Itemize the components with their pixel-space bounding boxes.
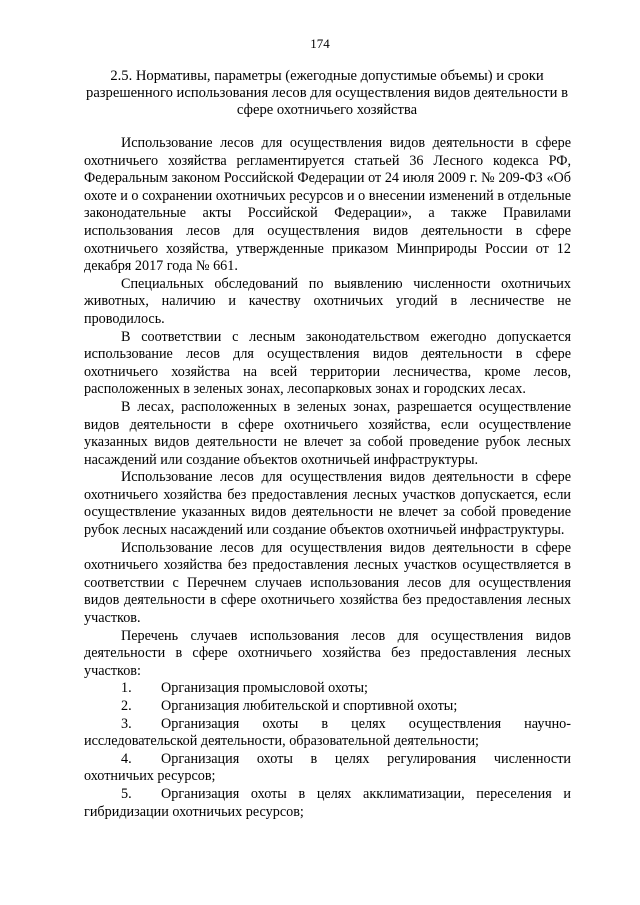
list-item-number: 3. <box>121 715 132 732</box>
list-item <box>84 680 571 698</box>
list-item-text: Организация любительской и спортивной охоты; <box>161 698 458 714</box>
document-body <box>84 135 571 821</box>
page-number: 174 <box>310 36 330 51</box>
list-item-text: Организация охоты в целях осуществления научно-исследовательской деятельности, образовательной деятельности; <box>84 715 571 750</box>
paragraph: Использование лесов для осуществления видов деятельности в сфере охотничьего хозяйства без предоставления лесных участков осуществляется в соответствии с Перечнем случаев использования лесов для осуществления видов деятельности в сфере охотничьего хозяйства без предоставления лесных участков. <box>84 539 571 627</box>
section-heading: 2.5. Нормативы, параметры (ежегодные допустимые объемы) и сроки разрешенного использования лесов для осуществления видов деятельности в сфере охотничьего хозяйства <box>86 68 568 118</box>
paragraph: Использование лесов для осуществления видов деятельности в сфере охотничьего хозяйства регламентируется статьей 36 Лесного кодекса РФ, Федеральным законом Российской Федерации от 24 июля 2009 г. № 209-ФЗ «Об охоте и о сохранении охотничьих ресурсов и о внесении изменений в отдельные законодательные акты Российской Федерации», а также Правилами использования лесов для осуществления видов деятельности в сфере охотничьего хозяйства, утвержденные приказом Минприроды России от 12 декабря 2017 года № 661. <box>84 135 571 275</box>
paragraph: Использование лесов для осуществления видов деятельности в сфере охотничьего хозяйства без предоставления лесных участков допускается, если осуществление указанных видов деятельности не влечет за собой проведение рубок лесных насаждений или создание объектов охотничьей инфраструктуры. <box>84 469 571 539</box>
list-item-text: Организация промысловой охоты; <box>161 680 368 697</box>
list-item <box>84 716 571 751</box>
list-item <box>84 698 571 716</box>
list-item-text: Организация охоты в целях акклиматизации, переселения и гибридизации охотничьих ресурсов; <box>84 785 571 820</box>
list-item-number: 1. <box>121 680 132 697</box>
list-item-number: 4. <box>121 750 132 767</box>
paragraph: В соответствии с лесным законодательством ежегодно допускается использование лесов для осуществления видов деятельности в сфере охотничьего хозяйства на всей территории лесничества, кроме лесов, расположенных в зеленых зонах, лесопарковых зонах и городских лесах. <box>84 328 571 398</box>
paragraph: Перечень случаев использования лесов для осуществления видов деятельности в сфере охотничьего хозяйства без предоставления лесных участков: <box>84 627 571 679</box>
paragraph: Специальных обследований по выявлению численности охотничьих животных, наличию и качеству охотничьих угодий в лесничестве не проводилось. <box>84 275 571 327</box>
list-item <box>84 786 571 821</box>
list-item-text: Организация охоты в целях регулирования численности охотничьих ресурсов; <box>84 750 571 785</box>
list-item <box>84 751 571 786</box>
paragraph: В лесах, расположенных в зеленых зонах, разрешается осуществление видов деятельности в сфере охотничьего хозяйства, если осуществление указанных видов деятельности не влечет за собой проведение рубок лесных насаждений или создание объектов охотничьей инфраструктуры. <box>84 398 571 468</box>
list-item-number: 2. <box>121 698 132 714</box>
list-item-number: 5. <box>121 785 132 802</box>
